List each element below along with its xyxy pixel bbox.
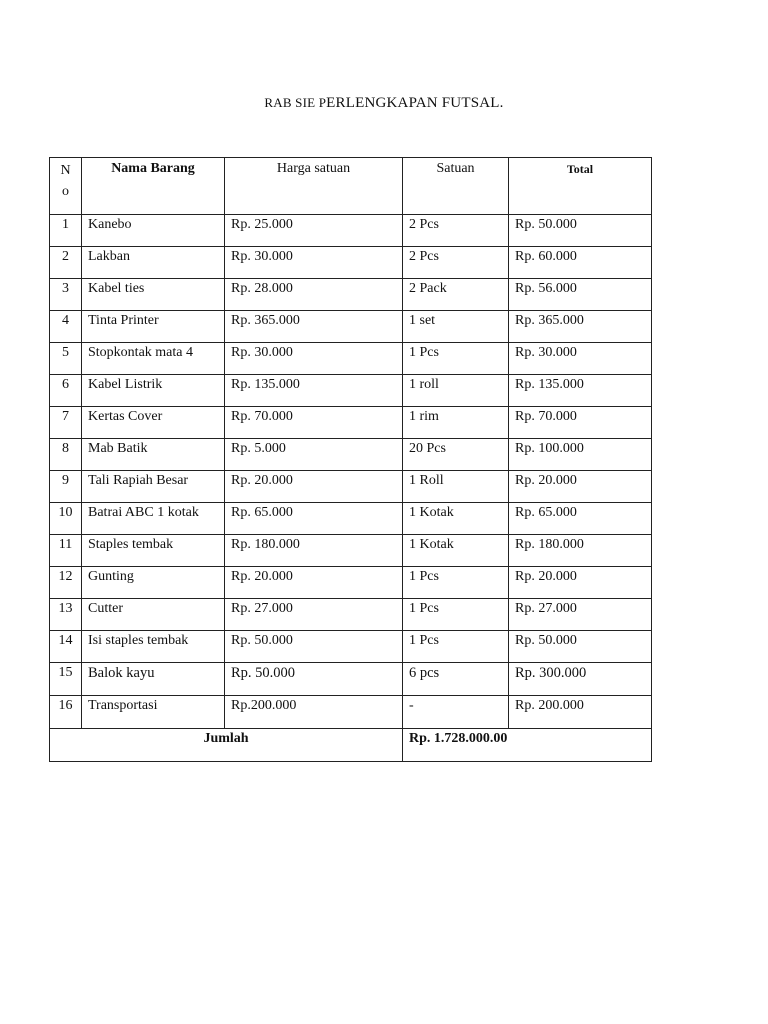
table-row [50,215,652,247]
cell-no: 15 [50,663,82,696]
cell-no: 11 [50,535,82,567]
table-row [50,471,652,503]
cell-harga: Rp. 50.000 [225,663,403,696]
cell-total: Rp. 200.000 [509,696,652,729]
cell-total: Rp. 30.000 [509,343,652,375]
cell-harga: Rp. 30.000 [225,343,403,375]
cell-harga: Rp. 70.000 [225,407,403,439]
table-body [50,215,652,729]
cell-harga: Rp. 180.000 [225,535,403,567]
cell-satuan: - [403,696,509,729]
cell-satuan: 1 Roll [403,471,509,503]
cell-harga: Rp. 50.000 [225,631,403,663]
header-row [50,158,652,215]
cell-harga: Rp. 365.000 [225,311,403,343]
table-row [50,439,652,471]
cell-nama: Batrai ABC 1 kotak [82,503,225,535]
cell-no: 10 [50,503,82,535]
cell-no: 12 [50,567,82,599]
cell-no: 5 [50,343,82,375]
cell-total: Rp. 20.000 [509,471,652,503]
cell-nama: Lakban [82,247,225,279]
cell-satuan: 1 roll [403,375,509,407]
cell-total: Rp. 50.000 [509,631,652,663]
cell-nama: Kabel Listrik [82,375,225,407]
table-row [50,696,652,729]
cell-nama: Gunting [82,567,225,599]
cell-no: 16 [50,696,82,729]
cell-nama: Kertas Cover [82,407,225,439]
cell-nama: Tinta Printer [82,311,225,343]
cell-satuan: 1 Pcs [403,599,509,631]
table-row [50,343,652,375]
cell-satuan: 2 Pcs [403,215,509,247]
cell-satuan: 1 Pcs [403,343,509,375]
cell-satuan: 1 Pcs [403,567,509,599]
budget-table [49,157,652,762]
cell-total: Rp. 365.000 [509,311,652,343]
cell-no: 1 [50,215,82,247]
cell-total: Rp. 50.000 [509,215,652,247]
header-total: Total [509,158,652,215]
cell-no: 6 [50,375,82,407]
table-header [50,158,652,215]
cell-total: Rp. 60.000 [509,247,652,279]
title-rest: ERLENGKAPAN FUTSAL. [326,95,504,111]
total-label: Jumlah [50,729,403,762]
cell-total: Rp. 56.000 [509,279,652,311]
table-row [50,247,652,279]
cell-satuan: 20 Pcs [403,439,509,471]
cell-harga: Rp.200.000 [225,696,403,729]
cell-satuan: 1 Pcs [403,631,509,663]
cell-harga: Rp. 30.000 [225,247,403,279]
cell-harga: Rp. 20.000 [225,471,403,503]
table-row [50,375,652,407]
table-row [50,503,652,535]
cell-nama: Tali Rapiah Besar [82,471,225,503]
cell-satuan: 6 pcs [403,663,509,696]
table-row [50,407,652,439]
cell-nama: Staples tembak [82,535,225,567]
table-row [50,311,652,343]
cell-nama: Isi staples tembak [82,631,225,663]
cell-no: 8 [50,439,82,471]
table-row [50,535,652,567]
header-harga-satuan: Harga satuan [225,158,403,215]
cell-satuan: 2 Pack [403,279,509,311]
cell-total: Rp. 300.000 [509,663,652,696]
cell-nama: Mab Batik [82,439,225,471]
cell-no: 4 [50,311,82,343]
cell-harga: Rp. 65.000 [225,503,403,535]
cell-nama: Transportasi [82,696,225,729]
total-row [50,729,652,762]
table-footer [50,729,652,762]
cell-total: Rp. 100.000 [509,439,652,471]
table-row [50,631,652,663]
cell-total: Rp. 70.000 [509,407,652,439]
cell-no: 13 [50,599,82,631]
cell-satuan: 1 rim [403,407,509,439]
cell-satuan: 1 Kotak [403,535,509,567]
total-value: Rp. 1.728.000.00 [403,729,652,762]
cell-total: Rp. 180.000 [509,535,652,567]
cell-no: 7 [50,407,82,439]
cell-total: Rp. 65.000 [509,503,652,535]
cell-total: Rp. 135.000 [509,375,652,407]
table-row [50,663,652,696]
cell-harga: Rp. 27.000 [225,599,403,631]
cell-total: Rp. 20.000 [509,567,652,599]
document-title [0,95,768,112]
cell-nama: Stopkontak mata 4 [82,343,225,375]
cell-total: Rp. 27.000 [509,599,652,631]
cell-nama: Kanebo [82,215,225,247]
table-row [50,599,652,631]
cell-harga: Rp. 135.000 [225,375,403,407]
table-row [50,279,652,311]
table-row [50,567,652,599]
header-no: No [50,158,82,215]
header-nama-barang: Nama Barang [82,158,225,215]
cell-harga: Rp. 25.000 [225,215,403,247]
cell-satuan: 1 set [403,311,509,343]
cell-nama: Kabel ties [82,279,225,311]
title-prefix: RAB SIE P [264,95,327,110]
cell-no: 9 [50,471,82,503]
cell-satuan: 1 Kotak [403,503,509,535]
cell-harga: Rp. 5.000 [225,439,403,471]
cell-harga: Rp. 28.000 [225,279,403,311]
cell-nama: Balok kayu [82,663,225,696]
cell-no: 3 [50,279,82,311]
header-satuan: Satuan [403,158,509,215]
cell-nama: Cutter [82,599,225,631]
cell-no: 2 [50,247,82,279]
cell-harga: Rp. 20.000 [225,567,403,599]
cell-satuan: 2 Pcs [403,247,509,279]
cell-no: 14 [50,631,82,663]
